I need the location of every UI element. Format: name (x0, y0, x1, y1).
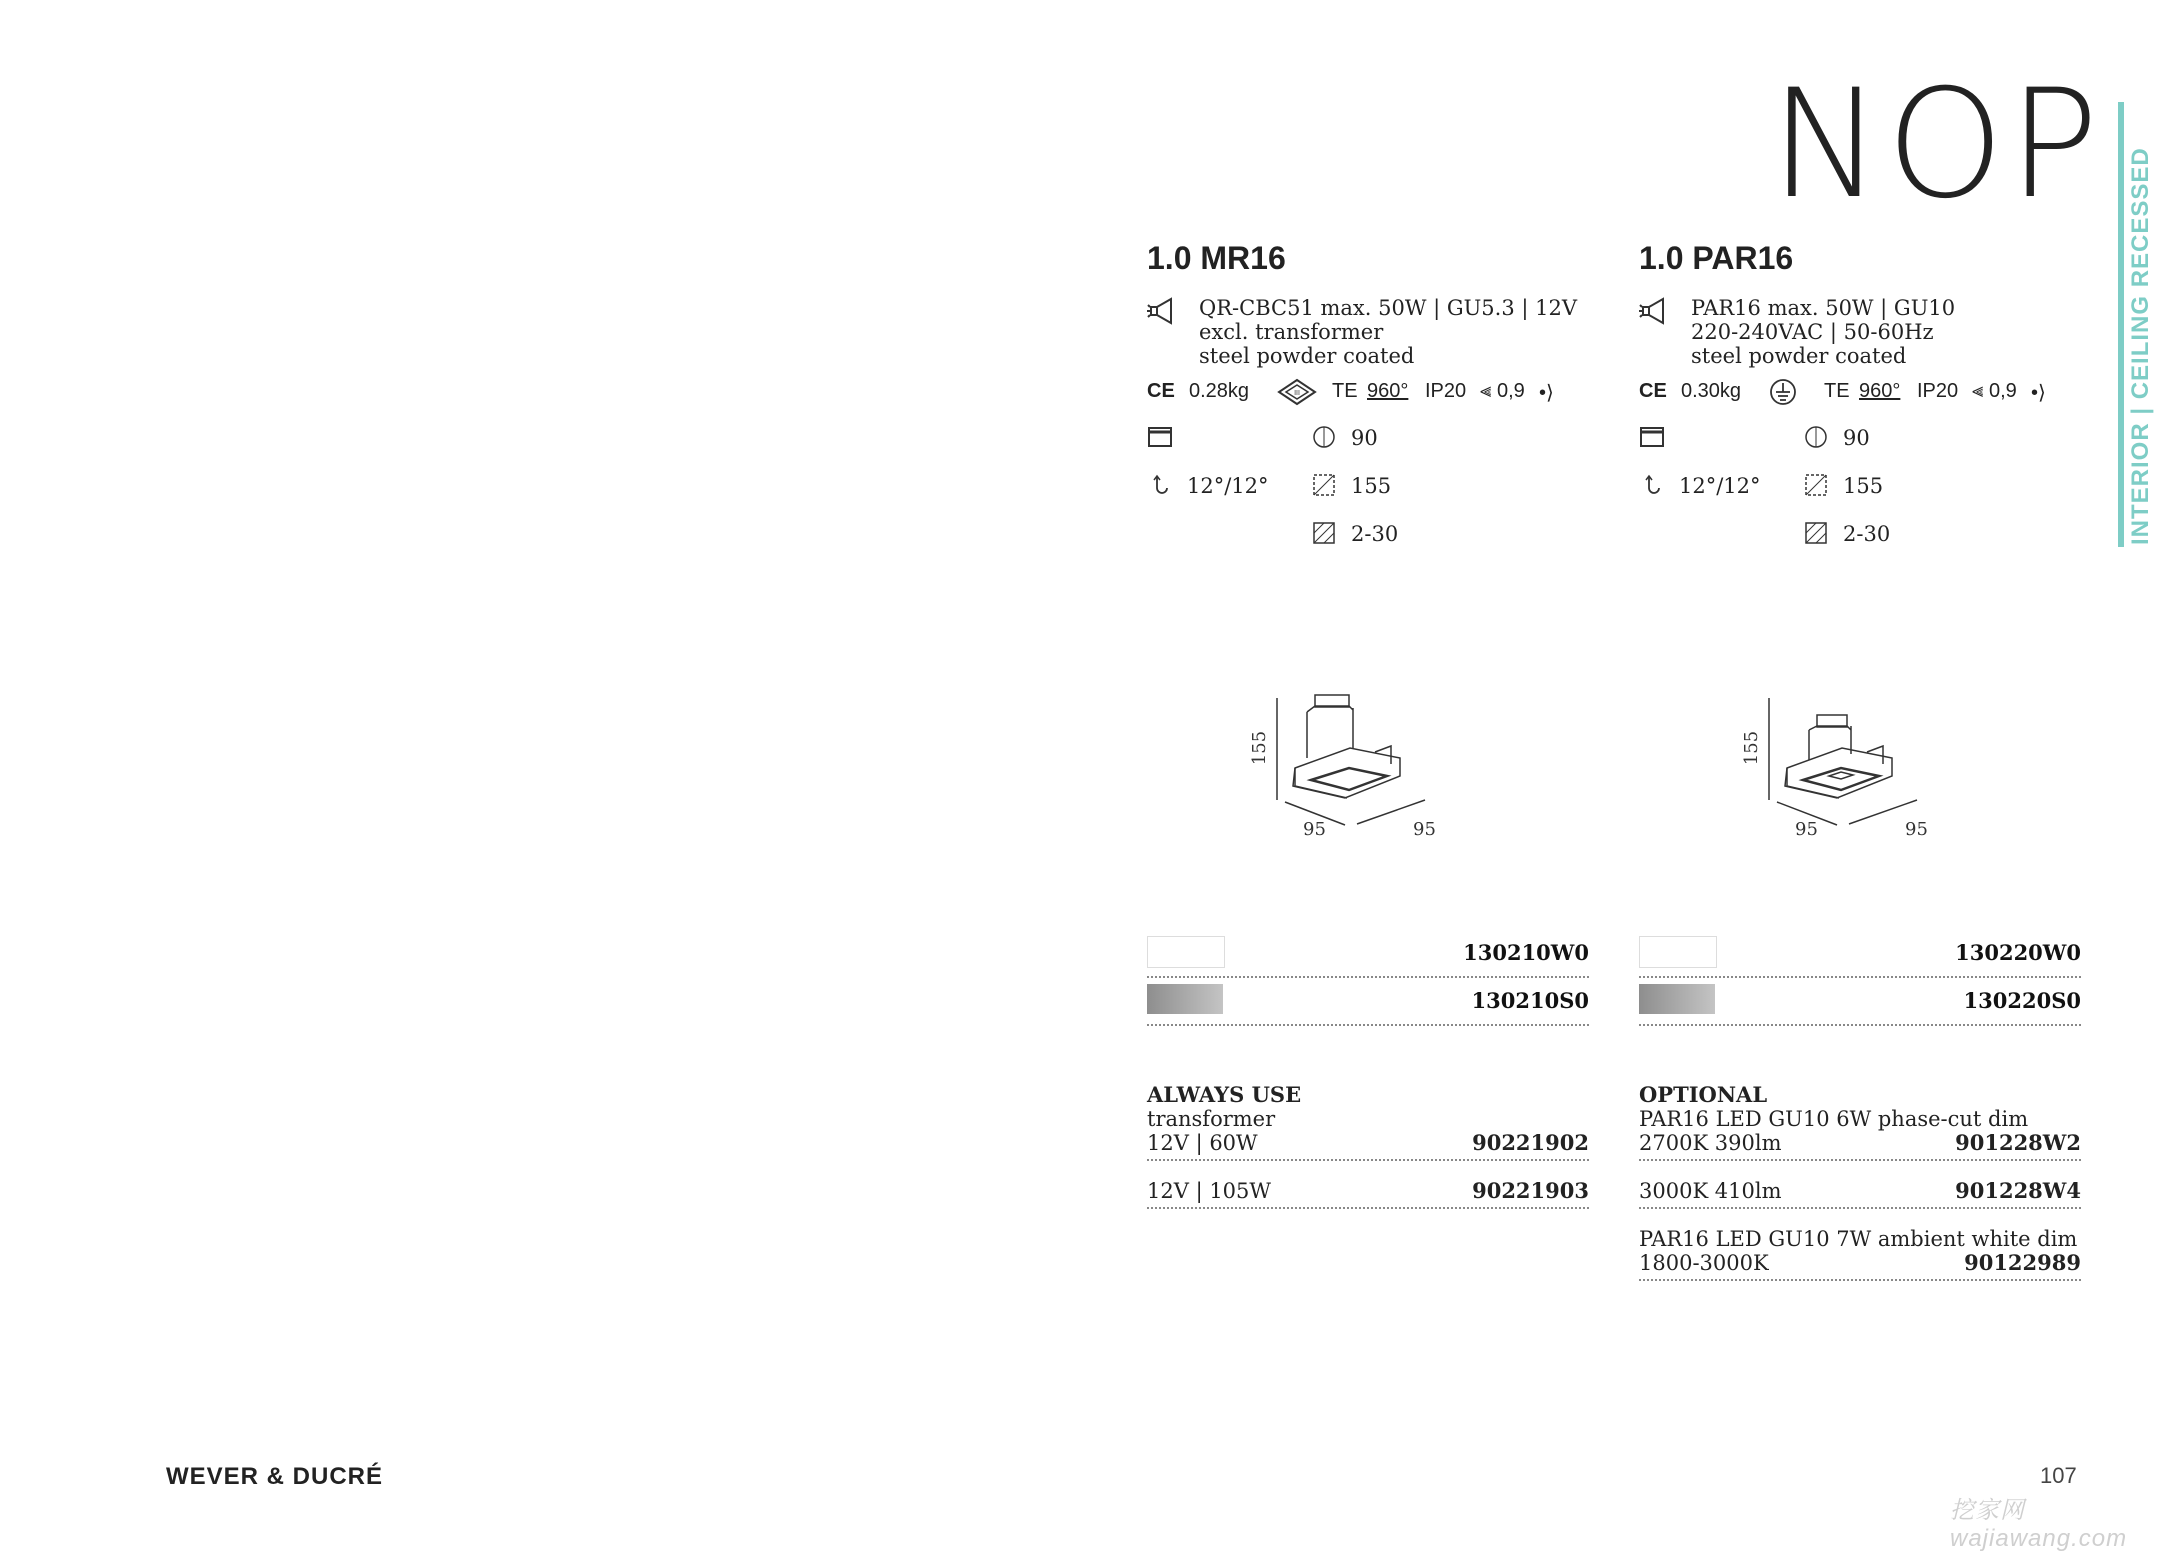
accessory-row (1639, 1179, 2081, 1209)
spot-lamp-icon (1147, 296, 1181, 326)
cutout-value: 90 (1351, 426, 1378, 450)
page-title: NOP (1770, 58, 2103, 232)
dimension-drawing-mr16 (1245, 690, 1465, 850)
depth-value: 155 (1351, 474, 1392, 498)
section-label: INTERIOR | CEILING RECESSED (2127, 147, 2154, 545)
spec-grid-row (1147, 414, 1589, 462)
ce-mark-icon: CE (1147, 380, 1175, 402)
article-code: 130220S0 (1963, 988, 2081, 1013)
dim-height: 155 (1249, 730, 1270, 766)
optional-section (1639, 1083, 2081, 1281)
spec-line: excl. transformer (1199, 320, 1384, 344)
accessory-row (1147, 1179, 1589, 1209)
accessory-row (1639, 1227, 2081, 1281)
accessory-label: 12V | 60W (1147, 1131, 1258, 1155)
spec-line: steel powder coated (1691, 344, 1907, 368)
product-title: 1.0 MR16 (1147, 240, 1286, 276)
article-code: 130210S0 (1471, 988, 1589, 1013)
distance-icon: ⫷ (1480, 380, 1492, 402)
ip-rating: IP20 (1917, 380, 1959, 402)
glow-wire-mark: 960° (1367, 380, 1409, 402)
article-code: 130210W0 (1463, 940, 1589, 965)
product-title: 1.0 PAR16 (1639, 240, 1794, 276)
brand-name: WEVER & DUCRÉ (166, 1463, 384, 1490)
spec-grid-row (1639, 462, 2081, 510)
ceiling-value: 2-30 (1351, 522, 1399, 546)
page-number: 107 (2040, 1463, 2077, 1488)
variant-row (1639, 930, 2081, 978)
ceiling-value: 2-30 (1843, 522, 1891, 546)
distance-value: 0,9 (1989, 380, 2017, 402)
spec-line: QR-CBC51 max. 50W | GU5.3 | 12V (1199, 296, 1578, 320)
distance-value: 0,9 (1497, 380, 1525, 402)
spec-line: PAR16 max. 50W | GU10 (1691, 296, 1956, 320)
ip-rating: IP20 (1425, 380, 1467, 402)
article-code: 130220W0 (1955, 940, 2081, 965)
te-mark: TE (1824, 380, 1850, 402)
accessory-label: 3000K 410lm (1639, 1179, 1782, 1203)
ceiling-thickness-icon (1803, 520, 1829, 546)
section-subheading: transformer (1147, 1107, 1276, 1131)
color-swatch-silver (1147, 984, 1223, 1014)
cutout-diameter-icon (1311, 424, 1337, 450)
variant-row (1639, 978, 2081, 1026)
recess-depth-icon (1803, 472, 1829, 498)
housing-icon (1147, 424, 1173, 450)
ceiling-thickness-icon (1311, 520, 1337, 546)
dim-width-a: 95 (1303, 819, 1326, 840)
accessory-label: 2700K 390lm (1639, 1131, 1782, 1155)
recess-depth-icon (1311, 472, 1337, 498)
spec-line: 220-240VAC | 50-60Hz (1691, 320, 1934, 344)
product-mr16 (1147, 240, 1589, 558)
accessory-row (1639, 1107, 2081, 1161)
glow-wire-mark: 960° (1859, 380, 1901, 402)
distance-icon: ⫷ (1972, 380, 1984, 402)
variant-row (1147, 978, 1589, 1026)
accessory-code: 90122989 (1964, 1250, 2081, 1275)
tilt-icon (1147, 472, 1173, 498)
color-swatch-silver (1639, 984, 1715, 1014)
lamp-distance-icon: •⟩ (2031, 382, 2046, 404)
spec-line: steel powder coated (1199, 344, 1415, 368)
weight: 0.30kg (1681, 380, 1742, 402)
weight: 0.28kg (1189, 380, 1250, 402)
color-swatch-white (1639, 936, 1717, 968)
accessory-code: 90221903 (1472, 1178, 1589, 1203)
section-heading: OPTIONAL (1639, 1082, 1768, 1107)
accessory-code: 901228W4 (1955, 1178, 2081, 1203)
variant-row (1147, 930, 1589, 978)
svg-text:III: III (1294, 390, 1300, 397)
spec-block (1147, 296, 1589, 368)
spec-grid-row (1639, 510, 2081, 558)
ce-mark-icon: CE (1639, 380, 1667, 402)
certification-row (1147, 374, 1589, 414)
spec-grid-row (1147, 462, 1589, 510)
spec-block (1639, 296, 2081, 368)
dimension-drawing-par16 (1737, 690, 1957, 850)
te-mark: TE (1332, 380, 1358, 402)
accessory-row (1147, 1131, 1589, 1161)
dim-width-a: 95 (1795, 819, 1818, 840)
housing-icon (1639, 424, 1665, 450)
dim-height: 155 (1741, 730, 1762, 766)
cutout-diameter-icon (1803, 424, 1829, 450)
spot-lamp-icon (1639, 296, 1673, 326)
class-iii-icon (1277, 378, 1317, 406)
tilt-value: 12°/12° (1187, 474, 1269, 498)
cutout-value: 90 (1843, 426, 1870, 450)
spec-grid-row (1147, 510, 1589, 558)
product-par16 (1639, 240, 2081, 558)
depth-value: 155 (1843, 474, 1884, 498)
certification-row (1639, 374, 2081, 414)
lamp-distance-icon: •⟩ (1539, 382, 1554, 404)
earth-ground-icon (1769, 378, 1797, 406)
accessory-label: PAR16 LED GU10 6W phase-cut dim (1639, 1107, 2029, 1131)
accessory-label: 1800-3000K (1639, 1251, 1769, 1275)
tilt-value: 12°/12° (1679, 474, 1761, 498)
accessory-code: 901228W2 (1955, 1130, 2081, 1155)
always-use-section (1147, 1083, 1589, 1209)
watermark: 挖家网 wajiawang.com (1950, 1497, 2128, 1552)
accessory-label: PAR16 LED GU10 7W ambient white dim (1639, 1227, 2078, 1251)
tilt-icon (1639, 472, 1665, 498)
section-heading: ALWAYS USE (1147, 1082, 1302, 1107)
color-swatch-white (1147, 936, 1225, 968)
dim-width-b: 95 (1905, 819, 1928, 840)
spec-grid-row (1639, 414, 2081, 462)
accessory-label: 12V | 105W (1147, 1179, 1271, 1203)
accessory-code: 90221902 (1472, 1130, 1589, 1155)
dim-width-b: 95 (1413, 819, 1436, 840)
